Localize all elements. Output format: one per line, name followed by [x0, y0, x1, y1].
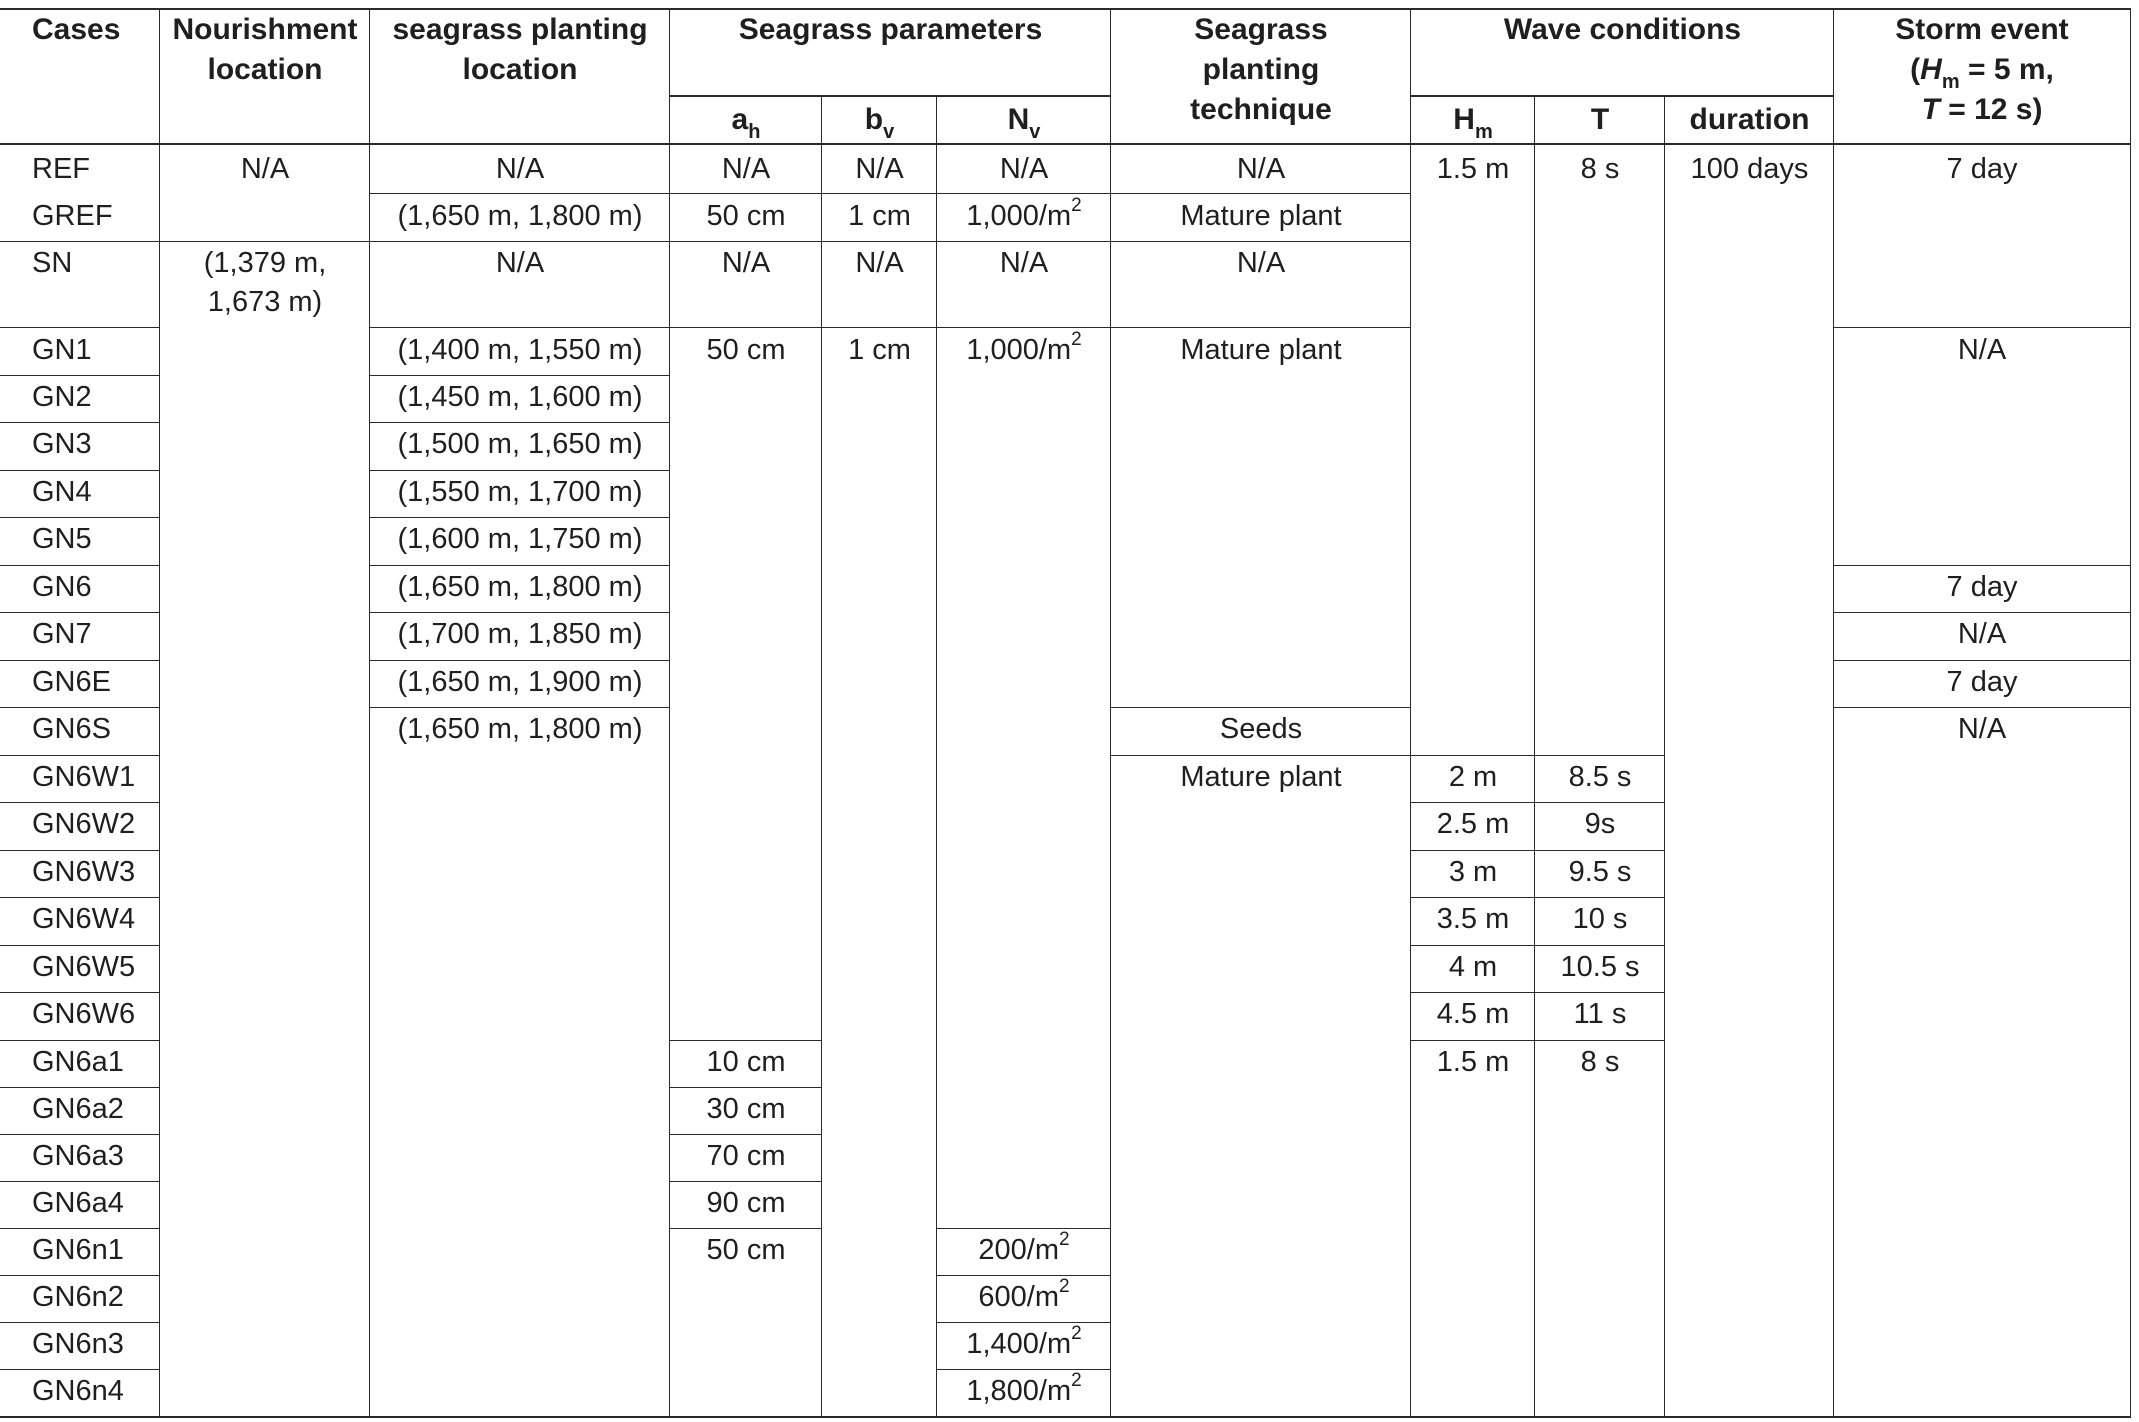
row-rule [0, 612, 160, 613]
hm-value: 3.5 m [1436, 903, 1510, 935]
nv-value: N/A [999, 153, 1049, 185]
row-rule [0, 241, 160, 242]
row-rule [670, 1134, 822, 1135]
duration-value: 100 days [1690, 153, 1809, 185]
case-label: GN1 [32, 334, 92, 366]
row-rule [670, 1040, 822, 1041]
header-nourishment-location: Nourishment location [172, 13, 358, 86]
bv-value: 1 cm [848, 334, 911, 366]
hm-value: 4.5 m [1436, 998, 1510, 1030]
t-value: 8 s [1580, 153, 1620, 185]
row-rule [0, 1181, 160, 1182]
storm-value: N/A [1957, 334, 2007, 366]
case-label: GN4 [32, 476, 92, 508]
row-rule [1411, 755, 1665, 756]
case-label: GN6W5 [32, 951, 136, 983]
col-rule [1534, 95, 1535, 1418]
row-rule [370, 422, 670, 423]
rule-subheader [1411, 95, 1834, 97]
technique-value: Mature plant [1180, 334, 1342, 366]
row-rule [670, 1181, 822, 1182]
nourishment-value: 1,673 m) [207, 286, 323, 318]
row-rule [670, 1087, 822, 1088]
header-duration: duration [1689, 103, 1810, 136]
t-value: 8 s [1580, 1046, 1620, 1078]
case-label: GN6n1 [32, 1234, 124, 1266]
row-rule [370, 660, 670, 661]
row-rule [937, 1322, 1111, 1323]
ah-value: N/A [721, 247, 771, 279]
row-rule [0, 945, 160, 946]
row-rule [0, 1228, 160, 1229]
case-label: GN6W6 [32, 998, 136, 1030]
ah-value: 50 cm [706, 1234, 786, 1266]
row-rule [0, 755, 160, 756]
case-label: GN7 [32, 618, 92, 650]
planting-location-value: (1,650 m, 1,900 m) [397, 666, 643, 698]
case-label: GN6a1 [32, 1046, 124, 1078]
col-rule [1664, 95, 1665, 1418]
col-rule [2130, 8, 2131, 1418]
planting-location-value: (1,500 m, 1,650 m) [397, 428, 643, 460]
t-value: 9s [1584, 808, 1616, 840]
row-rule [0, 327, 160, 328]
rule-subheader [670, 95, 1111, 97]
technique-value: Mature plant [1180, 761, 1342, 793]
row-rule [937, 1369, 1111, 1370]
header-bv: $b_v$ [864, 103, 895, 143]
case-label: GN6W3 [32, 856, 136, 888]
row-rule [370, 327, 1411, 328]
header-storm-event: Storm event ($H_m = 5$ m, T = 12 s) [1895, 13, 2069, 126]
case-label: SN [32, 247, 73, 279]
row-rule [1834, 327, 2130, 328]
header-seagrass-parameters: Seagrass parameters [738, 13, 1043, 46]
hm-value: 3 m [1448, 856, 1498, 888]
nv-value: $1,000/m^2$ [966, 195, 1082, 232]
row-rule [0, 1369, 160, 1370]
hm-value: 2 m [1448, 761, 1498, 793]
row-rule [0, 375, 160, 376]
hm-value: 4 m [1448, 951, 1498, 983]
row-rule [0, 850, 160, 851]
row-rule [370, 193, 1411, 194]
planting-location-value: (1,650 m, 1,800 m) [397, 571, 643, 603]
planting-location-value: (1,550 m, 1,700 m) [397, 476, 643, 508]
storm-value: 7 day [1946, 571, 2018, 603]
row-rule [370, 565, 670, 566]
case-label: GN6n2 [32, 1281, 124, 1313]
row-rule [0, 565, 160, 566]
storm-value: 7 day [1946, 666, 2018, 698]
row-rule [370, 517, 670, 518]
nv-value: $200/m^2$ [978, 1229, 1070, 1266]
row-rule [370, 241, 1411, 242]
case-label: GN6W4 [32, 903, 136, 935]
row-rule [0, 1087, 160, 1088]
case-label: GN5 [32, 523, 92, 555]
row-rule [1411, 945, 1665, 946]
row-rule [0, 992, 160, 993]
case-label: GREF [32, 200, 113, 232]
row-rule [937, 1228, 1111, 1229]
ah-value: 90 cm [706, 1187, 786, 1219]
planting-location-value: (1,450 m, 1,600 m) [397, 381, 643, 413]
header-cases: Cases [32, 13, 121, 46]
technique-value: N/A [1236, 153, 1286, 185]
case-label: GN6 [32, 571, 92, 603]
row-rule [0, 1322, 160, 1323]
planting-location-value: (1,700 m, 1,850 m) [397, 618, 643, 650]
row-rule [1834, 565, 2130, 566]
storm-value: 7 day [1946, 153, 2018, 185]
nv-value: $1,800/m^2$ [966, 1370, 1082, 1407]
nv-value: N/A [999, 247, 1049, 279]
nv-value: $600/m^2$ [978, 1276, 1070, 1313]
row-rule [0, 802, 160, 803]
hm-value: 2.5 m [1436, 808, 1510, 840]
ah-value: N/A [721, 153, 771, 185]
case-label: GN6W1 [32, 761, 136, 793]
row-rule [0, 897, 160, 898]
row-rule [1834, 707, 2130, 708]
row-rule [160, 241, 370, 242]
t-value: 10.5 s [1560, 951, 1640, 983]
planting-location-value: (1,600 m, 1,750 m) [397, 523, 643, 555]
ah-value: 30 cm [706, 1093, 786, 1125]
case-label: GN6a3 [32, 1140, 124, 1172]
row-rule [0, 470, 160, 471]
hm-value: 1.5 m [1436, 1046, 1510, 1078]
technique-value: Seeds [1219, 713, 1303, 745]
storm-value: N/A [1957, 618, 2007, 650]
header-wave-conditions: Wave conditions [1503, 13, 1742, 46]
nv-value: $1,400/m^2$ [966, 1323, 1082, 1360]
nourishment-value: N/A [240, 153, 290, 185]
row-rule [0, 1134, 160, 1135]
case-label: GN6S [32, 713, 111, 745]
rule-header-bottom [0, 143, 2130, 145]
t-value: 9.5 s [1568, 856, 1632, 888]
row-rule [0, 1275, 160, 1276]
t-value: 8.5 s [1568, 761, 1632, 793]
case-label: GN6W2 [32, 808, 136, 840]
row-rule [370, 612, 670, 613]
row-rule [1111, 707, 1411, 708]
planting-location-value: N/A [495, 153, 545, 185]
case-label: GN6n4 [32, 1375, 124, 1407]
row-rule [0, 517, 160, 518]
t-value: 11 s [1573, 998, 1627, 1030]
header-nv: $N_v$ [1007, 103, 1041, 143]
row-rule [370, 470, 670, 471]
rule-bottom [0, 1416, 2130, 1418]
case-label: GN6a4 [32, 1187, 124, 1219]
row-rule [1411, 1040, 1665, 1041]
bv-value: N/A [855, 247, 904, 279]
bv-value: N/A [855, 153, 904, 185]
row-rule [1411, 992, 1665, 993]
row-rule [370, 707, 670, 708]
row-rule [1411, 802, 1665, 803]
col-rule [936, 95, 937, 1418]
row-rule [1111, 755, 1411, 756]
hm-value: 1.5 m [1436, 153, 1510, 185]
header-t: T [1590, 103, 1610, 136]
planting-location-value: N/A [495, 247, 545, 279]
row-rule [1411, 850, 1665, 851]
row-rule [0, 422, 160, 423]
row-rule [0, 660, 160, 661]
technique-value: N/A [1236, 247, 1286, 279]
t-value: 10 s [1572, 903, 1628, 935]
ah-value: 10 cm [706, 1046, 786, 1078]
header-hm: $H_m$ [1453, 103, 1493, 143]
row-rule [370, 375, 670, 376]
planting-location-value: (1,650 m, 1,800 m) [397, 713, 643, 745]
case-label: GN6a2 [32, 1093, 124, 1125]
ah-value: 70 cm [706, 1140, 786, 1172]
case-label: REF [32, 153, 90, 185]
case-label: GN2 [32, 381, 92, 413]
row-rule [0, 707, 160, 708]
technique-value: Mature plant [1180, 200, 1342, 232]
case-label: GN6E [32, 666, 111, 698]
row-rule [0, 1040, 160, 1041]
case-label: GN3 [32, 428, 92, 460]
row-rule [937, 1275, 1111, 1276]
planting-location-value: (1,650 m, 1,800 m) [397, 200, 643, 232]
header-ah: $a_h$ [731, 103, 761, 143]
case-label: GN6n3 [32, 1328, 124, 1360]
storm-value: N/A [1957, 713, 2007, 745]
bv-value: 1 cm [848, 200, 911, 232]
nv-value: $1,000/m^2$ [966, 329, 1082, 366]
row-rule [1834, 660, 2130, 661]
row-rule [1411, 897, 1665, 898]
header-planting-technique: Seagrass planting technique [1190, 13, 1332, 126]
row-rule [1834, 612, 2130, 613]
col-rule [159, 8, 160, 1418]
nourishment-value: (1,379 m, [203, 247, 327, 279]
header-planting-location: seagrass planting location [392, 13, 648, 86]
planting-location-value: (1,400 m, 1,550 m) [397, 334, 643, 366]
ah-value: 50 cm [706, 334, 786, 366]
ah-value: 50 cm [706, 200, 786, 232]
row-rule [670, 1228, 822, 1229]
